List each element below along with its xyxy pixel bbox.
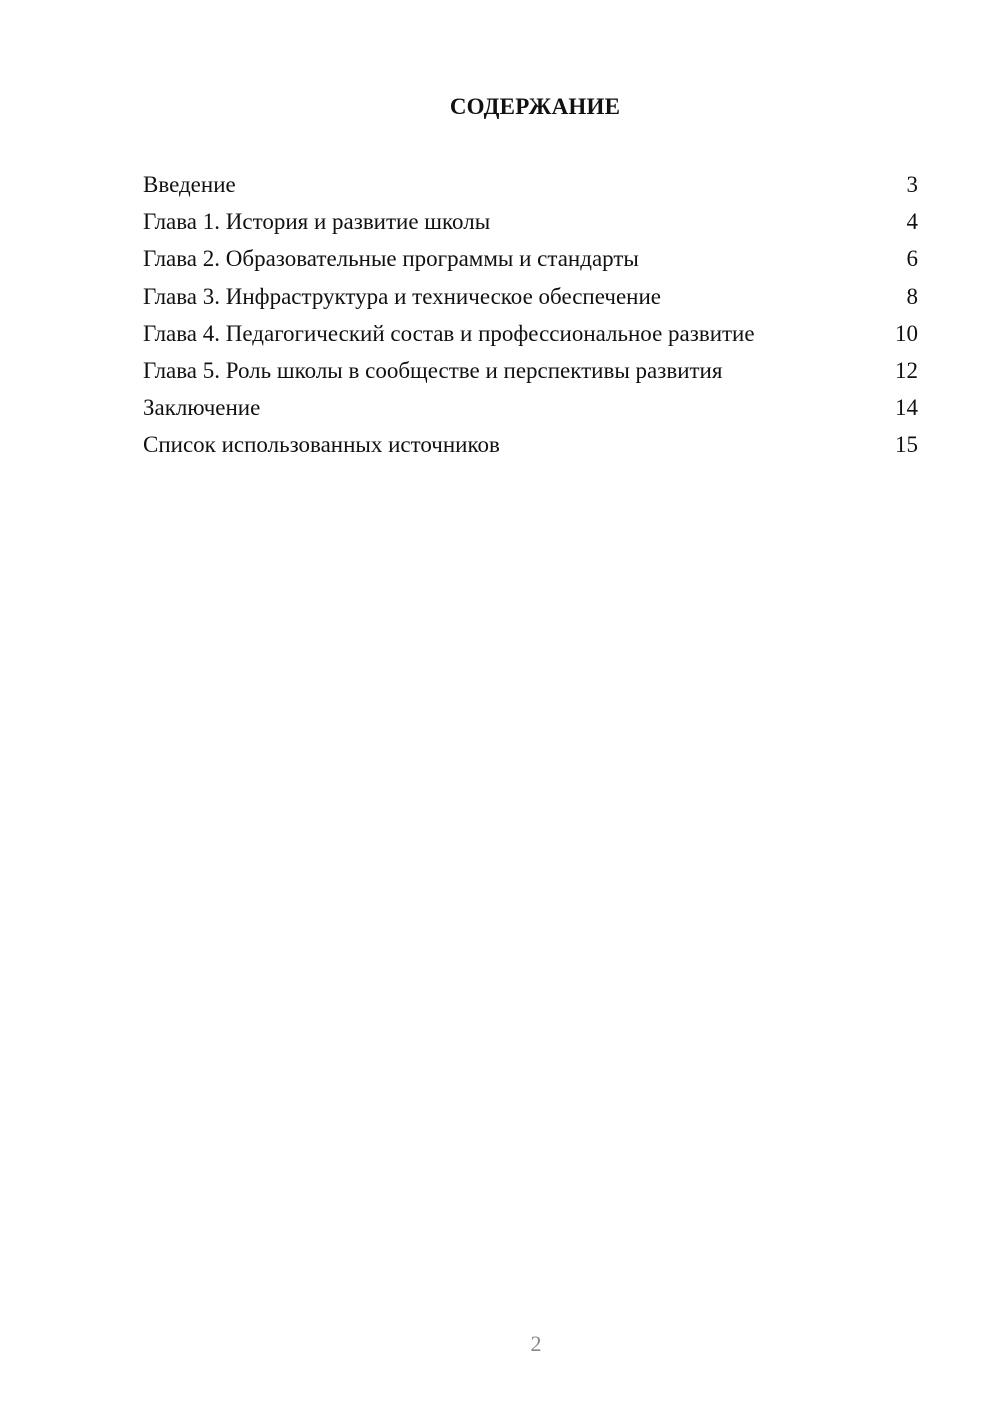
toc-entry-references: [143, 426, 918, 463]
toc-entry-label: Глава 3. Инфраструктура и техническое обеспечение: [143, 283, 661, 309]
toc-entry-label: Глава 2. Образовательные программы и стандарты: [143, 246, 639, 272]
toc-entry-page: 14: [895, 395, 918, 421]
toc-entry-chapter-1: [143, 203, 918, 240]
toc-entry-chapter-2: [143, 240, 918, 277]
toc-entry-page: 10: [895, 320, 918, 346]
toc-entry-label: Введение: [143, 172, 236, 197]
toc-entry-label: Глава 4. Педагогический состав и профессиональное развитие: [143, 320, 755, 346]
page-number: 2: [530, 1331, 542, 1356]
toc-entry-page: 15: [895, 432, 918, 458]
toc-entry-page: 6: [906, 246, 918, 272]
toc-entry-chapter-3: [143, 278, 918, 315]
toc-entry-conclusion: [143, 389, 918, 426]
toc-entry-page: 3: [906, 172, 918, 197]
toc-entry-page: 4: [906, 209, 918, 235]
toc-entry-label: Заключение: [143, 395, 261, 421]
toc-title: СОДЕРЖАНИЕ: [449, 94, 621, 119]
table-of-contents: [143, 166, 918, 464]
toc-entry-label: Список использованных источников: [143, 432, 500, 458]
toc-entry-page: 12: [895, 357, 918, 383]
toc-entry-page: 8: [906, 283, 918, 309]
toc-entry-label: Глава 5. Роль школы в сообществе и перспективы развития: [143, 357, 723, 383]
toc-entry-introduction: [143, 166, 918, 203]
toc-entry-chapter-4: [143, 315, 918, 352]
toc-entry-label: Глава 1. История и развитие школы: [143, 209, 491, 235]
toc-entry-chapter-5: [143, 352, 918, 389]
